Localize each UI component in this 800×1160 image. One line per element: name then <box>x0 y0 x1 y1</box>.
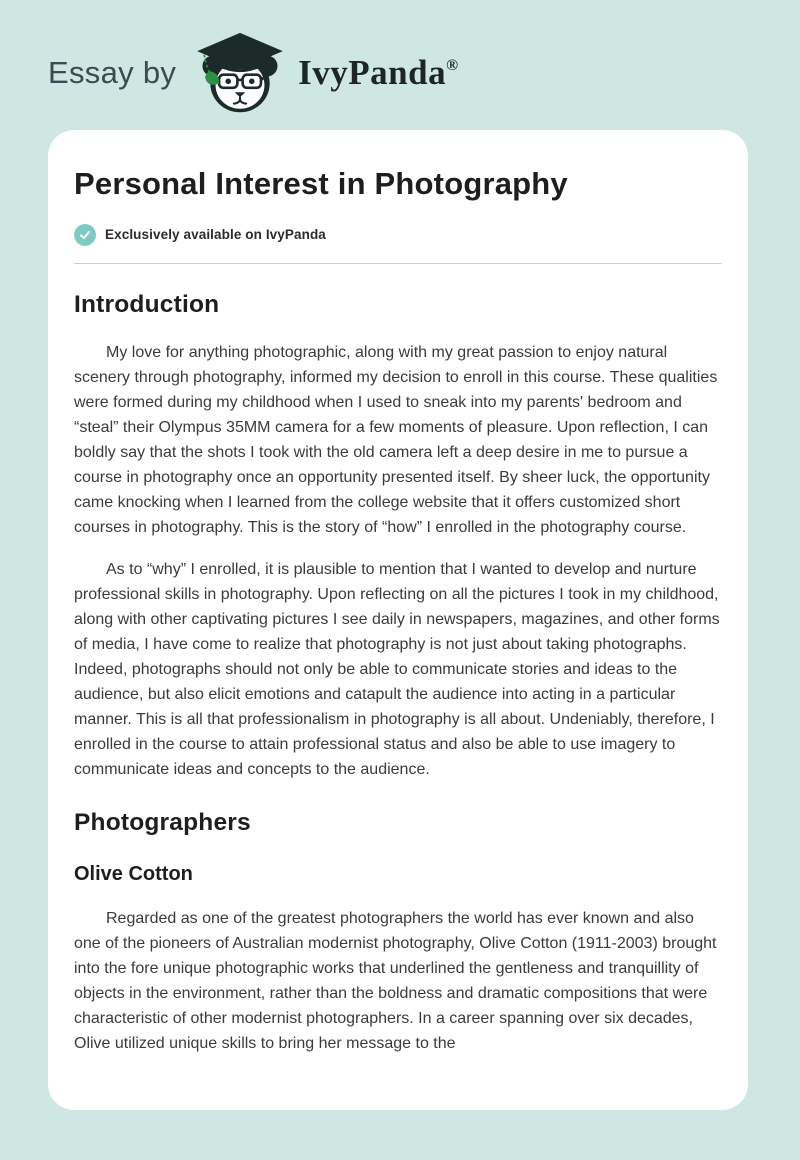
section-heading-introduction: Introduction <box>74 290 220 318</box>
essay-card <box>48 130 748 1110</box>
olive-cotton-paragraph-1: Regarded as one of the greatest photographers the world has ever known and also one of the pioneers of Australian modernist photography, Olive Cotton (1911-2003) brought into the fore unique photographic works that underlined the gentleness and tranquillity of objects in the environment, rather than the boldness and dramatic compositions that were characteristic of other modernist photographers. In a career spanning over six decades, Olive utilized unique skills to bring her message to the <box>74 909 717 1052</box>
badge-label: Exclusively available on IvyPanda <box>105 227 326 243</box>
section-heading-photographers: Photographers <box>74 808 251 836</box>
essay-by-label: Essay by <box>48 55 177 90</box>
intro-paragraph-1: My love for anything photographic, along with my great passion to enjoy natural scenery through photography, informed my decision to enroll in this course. These qualities were formed during my childhood when I used to sneak into my parents' bedroom and “steal” their Olympus 35MM camera for a few moments of pleasure. Upon reflection, I can boldly say that the shots I took with the old camera left a deep desire in me to pursue a course in photography once an opportunity presented itself. By sheer luck, the opportunity came knocking when I learned from the college website that it offers customized short courses in photography. This is the story of “how” I enrolled in the photography course. <box>74 343 718 536</box>
header <box>0 0 800 116</box>
page-title: Personal Interest in Photography <box>74 166 568 201</box>
subsection-heading-olive-cotton: Olive Cotton <box>74 862 193 885</box>
panda-graduate-logo-icon <box>192 31 288 115</box>
exclusive-badge <box>74 224 722 246</box>
intro-paragraph-2: As to “why” I enrolled, it is plausible to mention that I wanted to develop and nurture professional skills in photography. Upon reflecting on all the pictures I took in my childhood, along with other captivating pictures I see daily in newspapers, magazines, and other forms of media, I have come to realize that photography is not just about taking photographs. Indeed, photographs should not only be able to communicate stories and ideas to the audience, but also elicit emotions and catapult the audience into acting in a particular manner. This is all that professionalism in photography is all about. Undeniably, therefore, I enrolled in the course to attain professional status and also be able to use imagery to communicate ideas and concepts to the audience. <box>74 560 720 778</box>
divider <box>74 263 722 264</box>
checkmark-icon <box>74 224 96 246</box>
brand-wordmark: IvyPanda® <box>298 53 459 92</box>
registered-mark: ® <box>446 57 459 74</box>
